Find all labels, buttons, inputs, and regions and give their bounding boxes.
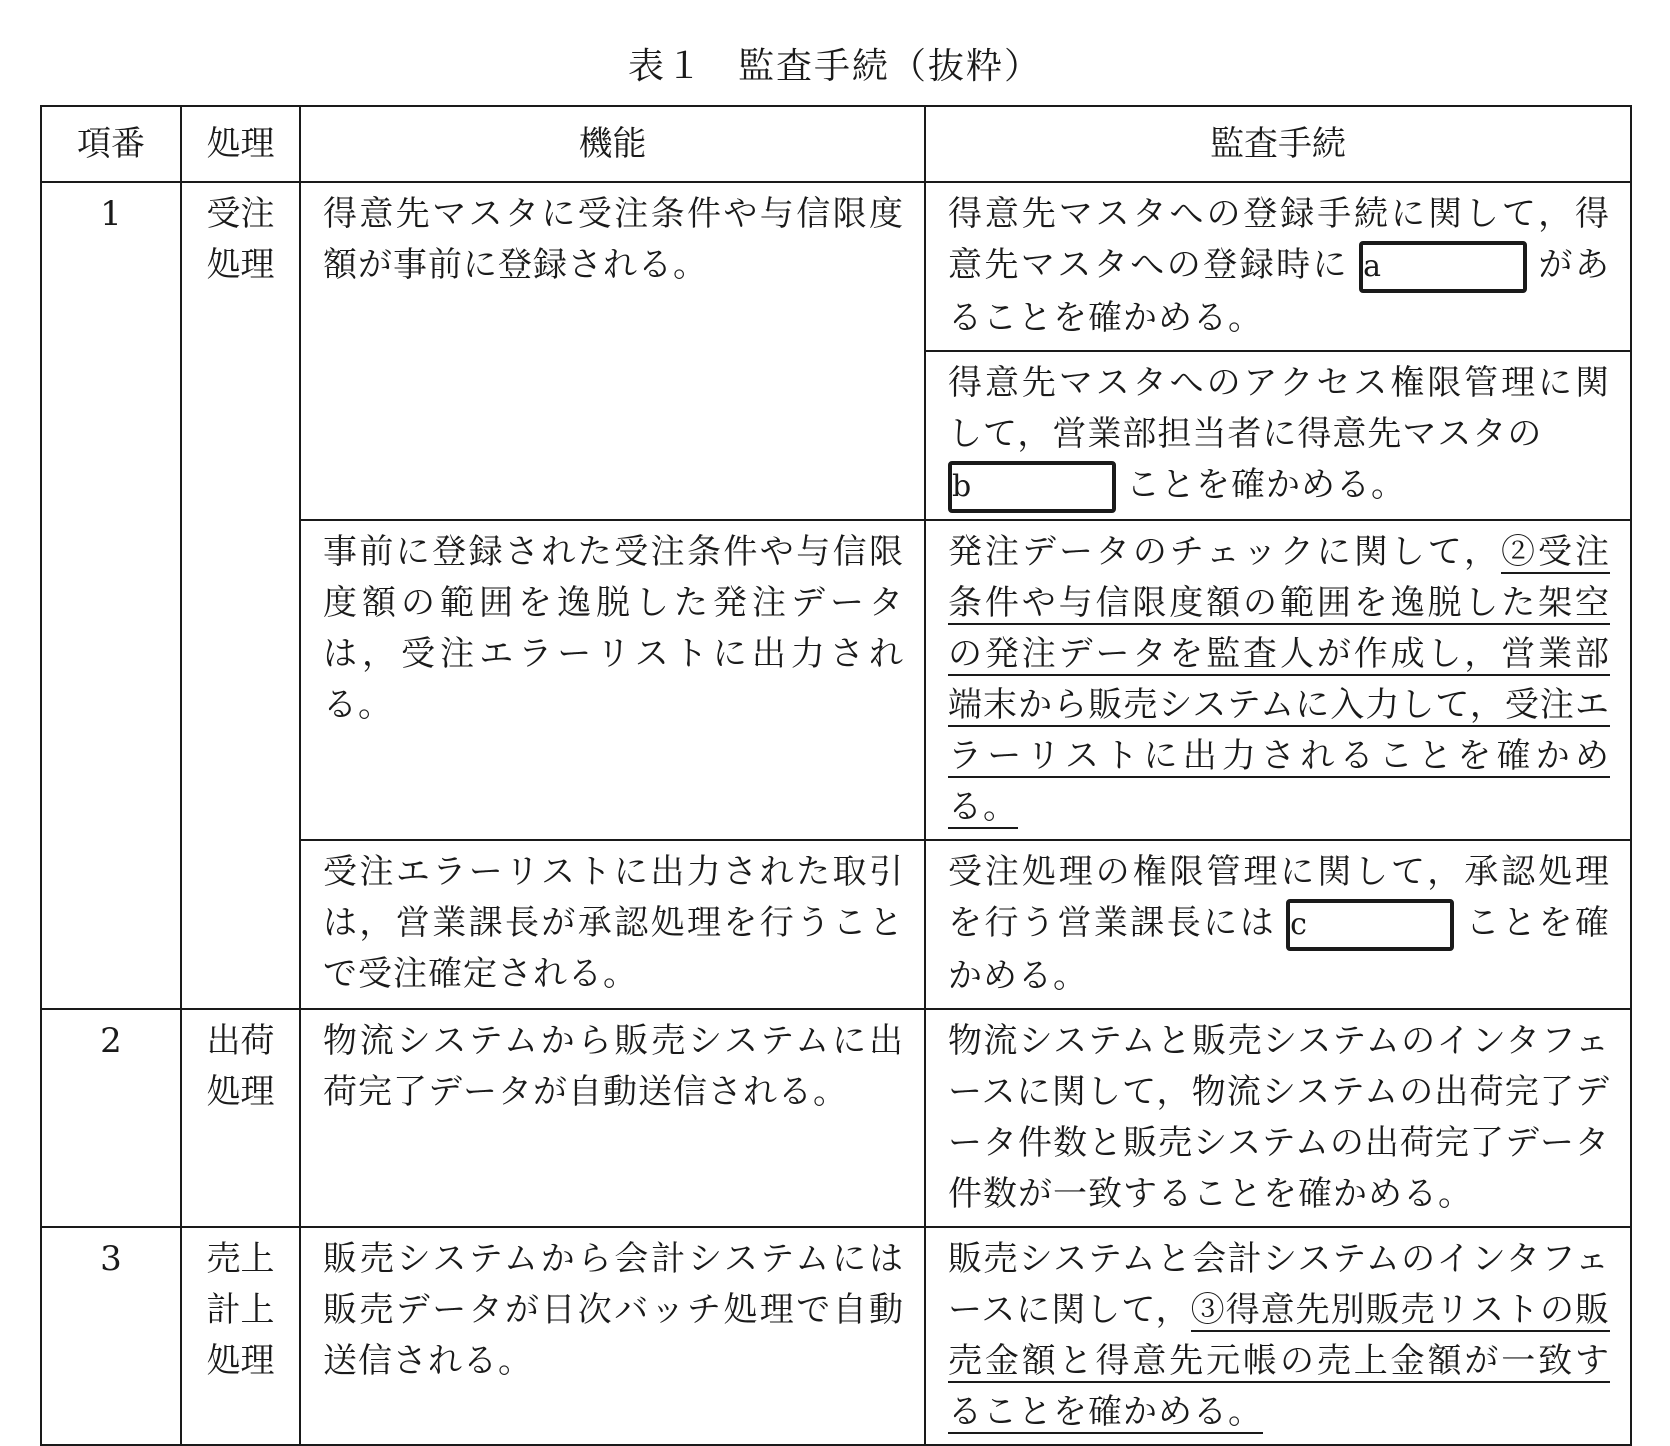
- function-text: 受注エラーリストに出力された取引は，営業課長が承認処理を行うことで受注確定される。: [300, 840, 925, 1009]
- underlined-procedure-3: ③得意先別販売リストの販売金額と得意先元帳の売上金額が一致することを確かめる。: [948, 1290, 1610, 1432]
- process-line: 計上: [206, 1290, 275, 1330]
- procedure-text-part: 受注処理の権限管理に関して，承認処理を行う営業課長には: [948, 852, 1610, 943]
- procedure-text-part: 得意先マスタへの登録手続に関して，得意先マスタへの登録時に: [948, 194, 1610, 285]
- blank-box-c: c: [1286, 899, 1454, 951]
- procedure-text-part: 販売システムと会計システムのインタフェースに関して，: [948, 1239, 1610, 1330]
- function-text: 販売システムから会計システムには販売データが日次バッチ処理で自動送信される。: [300, 1227, 925, 1445]
- process-name: [181, 182, 300, 1009]
- function-text: 物流システムから販売システムに出荷完了データが自動送信される。: [300, 1009, 925, 1227]
- audit-table: [40, 105, 1632, 1446]
- process-line: 処理: [206, 1072, 275, 1112]
- procedure-text: [925, 520, 1631, 840]
- header-row: [41, 106, 1631, 182]
- item-number: 3: [41, 1227, 181, 1445]
- procedure-text-part: ことを確かめる。: [948, 903, 1611, 996]
- procedure-text-part: があることを確かめる。: [948, 245, 1611, 338]
- process-line: 売上: [206, 1239, 275, 1279]
- procedure-text-part: ことを確かめる。: [1126, 465, 1406, 505]
- process-name: [181, 1009, 300, 1227]
- function-text: 得意先マスタに受注条件や与信限度額が事前に登録される。: [300, 182, 925, 520]
- table-row: [41, 182, 1631, 351]
- process-line: 処理: [206, 1341, 275, 1381]
- blank-box-a: a: [1359, 241, 1527, 293]
- table-row: [41, 1227, 1631, 1445]
- procedure-text: [925, 1227, 1631, 1445]
- procedure-text: [925, 351, 1631, 520]
- blank-box-b: b: [948, 461, 1116, 513]
- procedure-text: [925, 840, 1631, 1009]
- underlined-procedure-2: ②受注条件や与信限度額の範囲を逸脱した架空の発注データを監査人が作成し，営業部端末から販売システムに入力して，受注エラーリストに出力されることを確かめる。: [948, 532, 1610, 827]
- process-line: 処理: [206, 245, 275, 285]
- item-number: 1: [41, 182, 181, 1009]
- header-item-number: 項番: [41, 106, 181, 182]
- table-title-label: 表１: [627, 46, 704, 87]
- header-process: 処理: [181, 106, 300, 182]
- procedure-text-part: 発注データのチェックに関して，: [948, 532, 1502, 572]
- item-number: 2: [41, 1009, 181, 1227]
- header-procedure: 監査手続: [925, 106, 1631, 182]
- process-line: 受注: [206, 194, 275, 234]
- procedure-text: [925, 182, 1631, 351]
- header-function: 機能: [300, 106, 925, 182]
- table-row: [41, 1009, 1631, 1227]
- function-text: 事前に登録された受注条件や与信限度額の範囲を逸脱した発注データは，受注エラーリストに出力される。: [300, 520, 925, 840]
- table-title: [0, 38, 1670, 89]
- procedure-text: 物流システムと販売システムのインタフェースに関して，物流システムの出荷完了データ件数と販売システムの出荷完了データ件数が一致することを確かめる。: [925, 1009, 1631, 1227]
- procedure-text-part: 得意先マスタへのアクセス権限管理に関して，営業部担当者に得意先マスタの: [948, 363, 1610, 454]
- process-line: 出荷: [206, 1021, 275, 1061]
- process-name: [181, 1227, 300, 1445]
- table-title-text: 監査手続（抜粋）: [738, 46, 1043, 87]
